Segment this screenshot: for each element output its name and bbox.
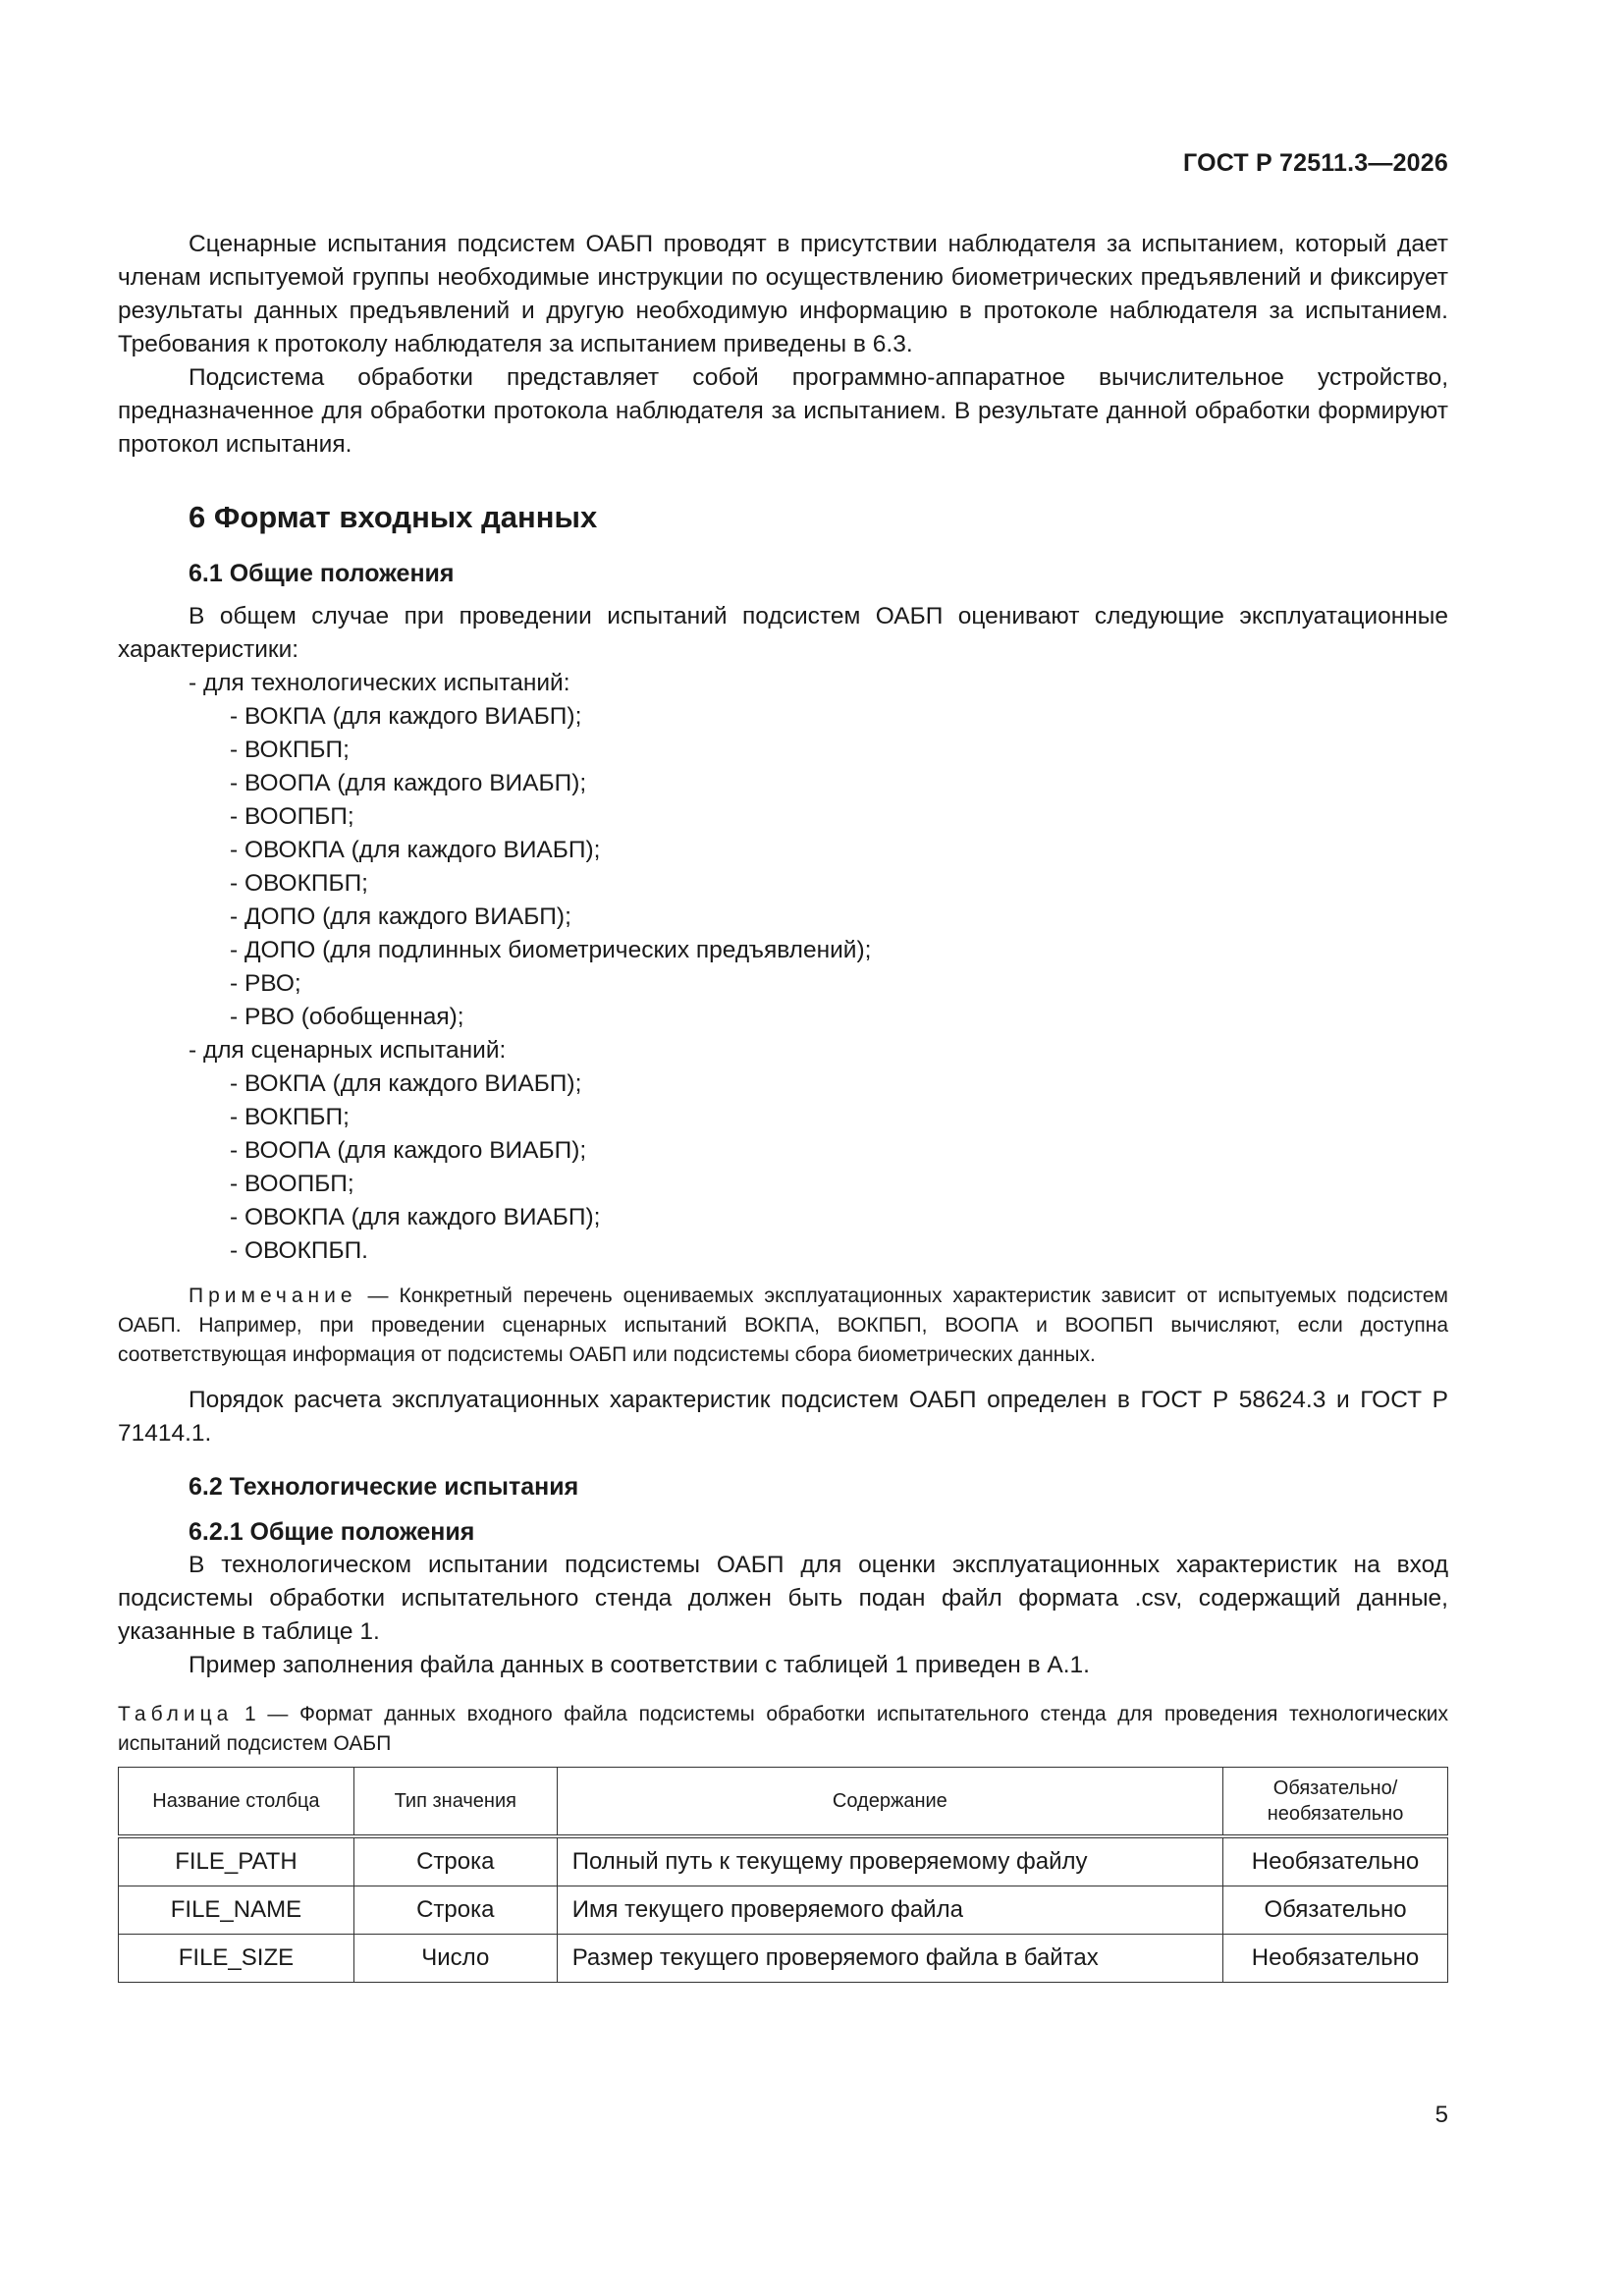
page-number: 5 <box>1434 2102 1448 2128</box>
column-header-required: Обязательно/ необязательно <box>1223 1768 1448 1837</box>
column-header-name: Название столбца <box>119 1768 354 1837</box>
note-paragraph <box>118 1282 1448 1370</box>
list-item: - ОВОКПА (для каждого ВИАБП); <box>230 1204 601 1230</box>
table-header-row <box>119 1768 1448 1837</box>
section-6-2-title: 6.2 Технологические испытания <box>189 1473 579 1501</box>
scenario-characteristics-list <box>118 1067 1448 1268</box>
table-row <box>119 1935 1448 1983</box>
table-cell: Размер текущего проверяемого файла в байтах <box>557 1935 1222 1983</box>
table-cell: Необязательно <box>1223 1836 1448 1886</box>
column-header-content: Содержание <box>557 1768 1222 1837</box>
list-item: - ВООПБП; <box>230 1171 354 1197</box>
list-item: - ВОКПБП; <box>230 737 350 763</box>
list-item: - РВО (обобщенная); <box>230 1004 464 1030</box>
section-6-title: 6 Формат входных данных <box>189 500 598 534</box>
note-text: — Конкретный перечень оцениваемых эксплуатационных характеристик зависит от испытуемых подсистем ОАБП. Например, при проведении сценарных испытаний ВОКПА, ВОКПБП, ВООПА и ВООПБП вычисляют, если доступна соответствующая информация от подсистемы ОАБП или подсистемы сбора биометрических данных. <box>118 1285 1448 1366</box>
note-label: Примечание <box>189 1285 357 1307</box>
section-6-2-1-paragraph-1: В технологическом испытании подсистемы ОАБП для оценки эксплуатационных характеристик на вход подсистемы обработки испытательного стенда должен быть подан файл формата .csv, содержащий данные, указанные в таблице 1. <box>118 1552 1448 1645</box>
column-header-type: Тип значения <box>353 1768 557 1837</box>
table-cell: Необязательно <box>1223 1935 1448 1983</box>
table-caption <box>118 1700 1448 1759</box>
list-item: - ДОПО (для каждого ВИАБП); <box>230 903 571 930</box>
calculation-order-paragraph: Порядок расчета эксплуатационных характеристик подсистем ОАБП определен в ГОСТ Р 58624.3 и ГОСТ Р 71414.1. <box>118 1387 1448 1447</box>
list-item: - ВООПА (для каждого ВИАБП); <box>230 1137 587 1164</box>
list-item: - ОВОКПБП. <box>230 1237 368 1264</box>
section-6-1-title: 6.1 Общие положения <box>189 560 455 587</box>
list-item: - РВО; <box>230 970 301 997</box>
list-item: - ВООПА (для каждого ВИАБП); <box>230 770 587 796</box>
list-item: - ВОКПА (для каждого ВИАБП); <box>230 703 582 730</box>
table-cell: Строка <box>353 1886 557 1935</box>
input-format-table <box>118 1767 1448 1983</box>
section-6-2-1-title: 6.2.1 Общие положения <box>189 1518 475 1546</box>
list-item: - ВОКПБП; <box>230 1104 350 1130</box>
table-cell: Число <box>353 1935 557 1983</box>
table-cell: Полный путь к текущему проверяемому файлу <box>557 1836 1222 1886</box>
table-row <box>119 1886 1448 1935</box>
section-6-2-1-paragraph-2: Пример заполнения файла данных в соответствии с таблицей 1 приведен в А.1. <box>189 1652 1090 1678</box>
table-cell: FILE_PATH <box>119 1836 354 1886</box>
scenario-tests-list <box>118 1034 1448 1067</box>
document-id-header: ГОСТ Р 72511.3—2026 <box>1183 149 1448 177</box>
table-cell: Имя текущего проверяемого файла <box>557 1886 1222 1935</box>
table-cell: FILE_SIZE <box>119 1935 354 1983</box>
document-page <box>118 0 1448 2296</box>
tech-characteristics-list <box>118 700 1448 1034</box>
section-6-1-lead: В общем случае при проведении испытаний подсистем ОАБП оценивают следующие эксплуатационные характеристики: <box>118 603 1448 663</box>
list-item: - ВОКПА (для каждого ВИАБП); <box>230 1070 582 1097</box>
list-item: - ОВОКПА (для каждого ВИАБП); <box>230 837 601 863</box>
tech-tests-list <box>118 667 1448 700</box>
table-cell: Строка <box>353 1836 557 1886</box>
list-item: - ДОПО (для подлинных биометрических предъявлений); <box>230 937 872 963</box>
table-cell: FILE_NAME <box>119 1886 354 1935</box>
list-item: - ОВОКПБП; <box>230 870 368 897</box>
intro-paragraph-1: Сценарные испытания подсистем ОАБП проводят в присутствии наблюдателя за испытанием, который дает членам испытуемой группы необходимые инструкции по осуществлению биометрических предъявлений и фиксирует результаты данных предъявлений и другую необходимую информацию в протоколе наблюдателя за испытанием. Требования к протоколу наблюдателя за испытанием приведены в 6.3. <box>118 231 1448 357</box>
intro-paragraph-2: Подсистема обработки представляет собой программно-аппаратное вычислительное устройство, предназначенное для обработки протокола наблюдателя за испытанием. В результате данной обработки формируют протокол испытания. <box>118 364 1448 458</box>
document-body <box>118 228 1448 1983</box>
table-cell: Обязательно <box>1223 1886 1448 1935</box>
tech-tests-label: - для технологических испытаний: <box>189 670 570 696</box>
scenario-tests-label: - для сценарных испытаний: <box>189 1037 507 1064</box>
table-caption-label: Таблица <box>118 1703 234 1725</box>
list-item: - ВООПБП; <box>230 803 354 830</box>
table-row <box>119 1836 1448 1886</box>
table-caption-text: 1 — Формат данных входного файла подсистемы обработки испытательного стенда для проведения технологических испытаний подсистем ОАБП <box>118 1703 1448 1755</box>
